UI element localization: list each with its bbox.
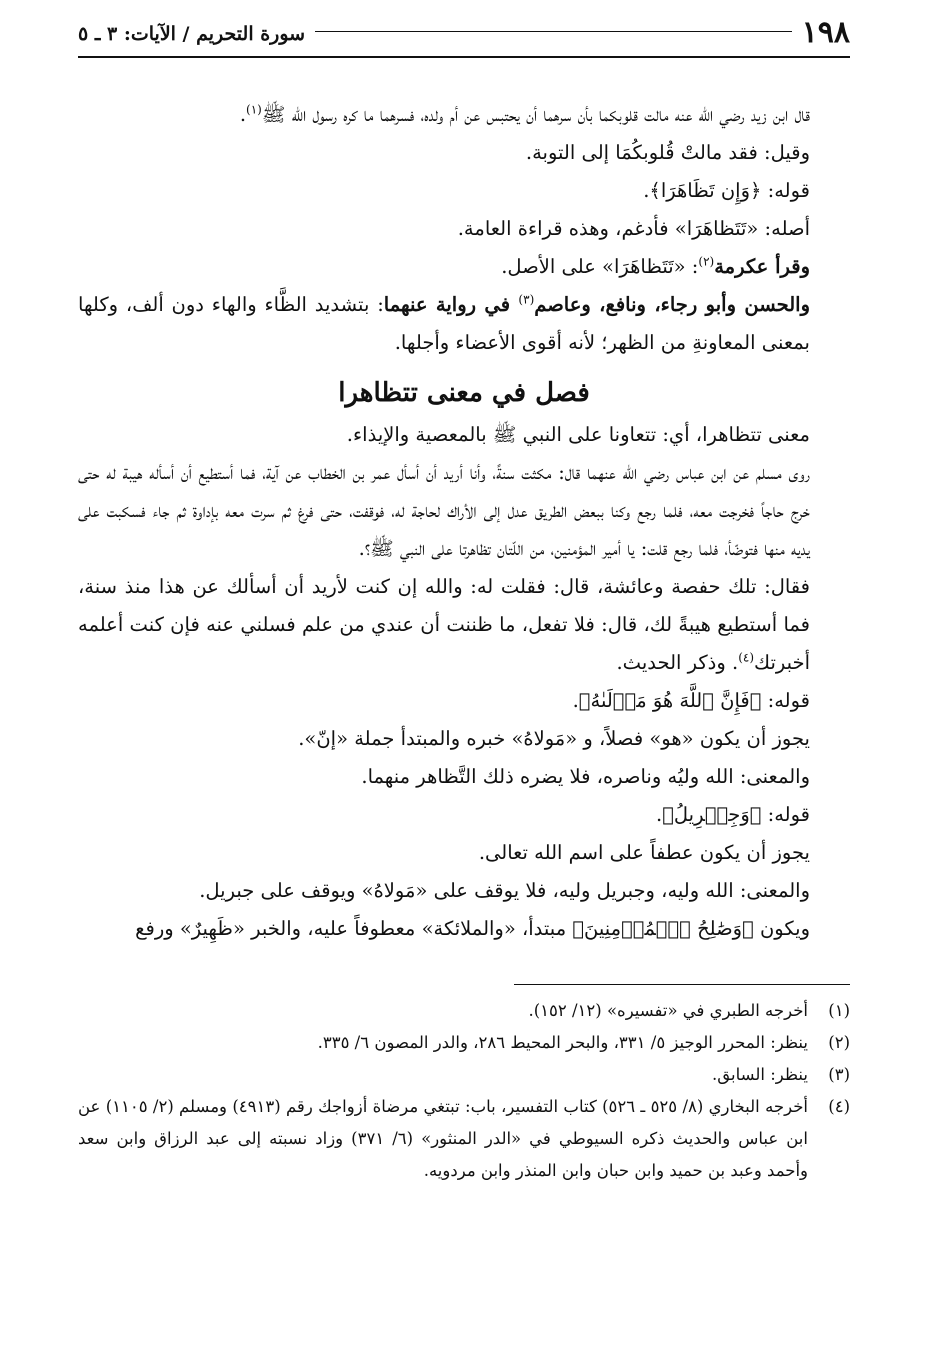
- paragraph: [78, 454, 850, 568]
- footnote: [78, 1027, 850, 1059]
- footnote-number: (٢): [828, 1033, 850, 1052]
- paragraph: [78, 872, 850, 910]
- paragraph: [78, 910, 850, 948]
- text-run: فقال: تلك حفصة وعائشة، قال: فقلت له: والله إن كنت لأريد أن أسألك عن هذا منذ سنة، فما أستطيع هيبةً لك، قال: فلا تفعل، ما ظننت أن عندي من علم فسلني عنه فإن كنت أعلمه أخبرتك: [78, 575, 810, 674]
- page-number: ١٩٨: [801, 15, 850, 50]
- bold-text: والحسن وأبو رجاء، ونافع، وعاصم: [534, 293, 810, 316]
- text-run: والمعنى: الله وليُه وناصره، فلا يضره ذلك التَّظاهر منهما.: [361, 765, 810, 788]
- paragraph: [78, 796, 850, 834]
- paragraph: [78, 720, 850, 758]
- footnote: [78, 1059, 850, 1091]
- footnote-text: أخرجه البخاري (٨/ ٥٢٥ ـ ٥٢٦) كتاب التفسير، باب: تبتغي مرضاة أزواجك رقم (٤٩١٣) ومسلم (٢/ ١١٠٥) عن ابن عباس والحديث ذكره السيوطي في «الدر المنثور» (٦/ ٣٧١) وزاد نسبته إلى عبد الرزاق وابن سعد وأحمد وعبد بن حميد وابن حبان وابن المنذر وابن مردويه.: [78, 1097, 808, 1180]
- text-run: : بتشديد الظَّاء والهاء دون ألف، وكلها بمعنى المعاونةِ من الظهر؛ لأنه أقوى الأعضاء وأجلها.: [78, 293, 810, 354]
- footnote-text: ينظر: المحرر الوجيز ٥/ ٣٣١، والبحر المحيط ٢٨٦، والدر المصون ٦/ ٣٣٥.: [317, 1033, 808, 1052]
- text-run: والمعنى: الله وليه، وجبريل وليه، فلا يوقف على «مَولاهُ» ويوقف على جبريل.: [199, 879, 810, 902]
- page-header: [78, 16, 850, 58]
- footnote: [78, 995, 850, 1027]
- paragraph: [78, 834, 850, 872]
- text-run: : «تَتَظاهَرَا» على الأصل.: [501, 255, 699, 278]
- text-run: ويكون ﴿وَصَٰلِحُ ٱلۡمُؤۡمِنِينَ﴾ مبتدأ، «والملائكة» معطوفاً عليه، والخبر «ظَهِيرٌ» ورفع: [135, 917, 810, 940]
- text-run: . وذكر الحديث.: [616, 651, 739, 674]
- footnote-ref: (٢): [698, 254, 715, 269]
- main-text: [78, 96, 850, 948]
- footnote-ref: (٤): [738, 650, 755, 665]
- header-rule: [315, 31, 792, 32]
- text-run: قوله: ﴿فَإِنَّ ٱللَّهَ هُوَ مَوۡلَىٰهُ﴾.: [572, 689, 810, 712]
- paragraph: [78, 682, 850, 720]
- section-title: [78, 370, 850, 416]
- footnotes: [78, 995, 850, 1187]
- text-run: يجوز أن يكون «هو» فصلاً، و «مَولاهُ» خبره والمبتدأ جملة «إنّ».: [298, 727, 810, 750]
- footnote-number: (١): [828, 1001, 850, 1020]
- paragraph: [78, 210, 850, 248]
- book-page: [78, 16, 850, 1336]
- text-run: قوله: ﴿وَجِبۡرِيلُ﴾.: [656, 803, 810, 826]
- text-run: قوله: ﴿وَإِن تَظَاهَرَا﴾.: [643, 179, 810, 202]
- bold-text: وقرأ عكرمة: [714, 255, 810, 278]
- text-run: وقيل: فقد مالتْ قُلوبكُمَا إلى التوبة.: [525, 141, 810, 164]
- text-run: معنى تتظاهرا، أي: تتعاونا على النبي ﷺ بالمعصية والإيذاء.: [346, 423, 810, 446]
- footnote-number: (٣): [828, 1065, 850, 1084]
- paragraph: [78, 416, 850, 454]
- text-run: قال ابن زيد رضي الله عنه مالت قلوبكما بأن سرهما أن يحتبس عن أم ولده، فسرهما ما كره رسول الله ﷺ: [261, 103, 810, 126]
- footnote-separator: [514, 984, 850, 985]
- footnote-number: (٤): [828, 1097, 850, 1116]
- text-run: أصله: «تَتَظاهَرَا» فأدغم، وهذه قراءة العامة.: [457, 217, 810, 240]
- text-run: .: [239, 103, 247, 126]
- paragraph: [78, 286, 850, 362]
- paragraph: [78, 758, 850, 796]
- footnote-ref: (٣): [518, 292, 535, 307]
- footnote: [78, 1091, 850, 1187]
- text-run: روى مسلم عن ابن عباس رضي الله عنهما قال: مكثت سنةً، وأنا أريد أن أسأل عمر بن الخطاب عن آية، فما أستطيع أن أسأله هيبة له حتى خرج حاجاً فخرجت معه، فلما رجع وكنا ببعض الطريق عدل إلى الأراك لحاجة له، فوقفت، حتى فرغ ثم سرت معه بإداوة ثم جاء فسكبت على يديه منها فتوضّأ، فلما رجع قلت: يا أمير المؤمنين، من اللّتان تظاهرتا على النبي ﷺ؟.: [78, 461, 810, 560]
- paragraph: [78, 568, 850, 682]
- text-run: يجوز أن يكون عطفاً على اسم الله تعالى.: [478, 841, 810, 864]
- paragraph: [78, 96, 850, 134]
- running-head: سورة التحريم / الآيات: ٣ ـ ٥: [78, 23, 306, 45]
- paragraph: [78, 248, 850, 286]
- footnote-text: ينظر: السابق.: [712, 1065, 808, 1084]
- paragraph: [78, 134, 850, 172]
- footnote-ref: (١): [246, 102, 262, 117]
- bold-text: في رواية عنهما: [383, 293, 519, 316]
- text-run: فصل في معنى تتظاهرا: [338, 378, 590, 408]
- footnote-text: أخرجه الطبري في «تفسيره» (١٢/ ١٥٢).: [528, 1001, 808, 1020]
- paragraph: [78, 172, 850, 210]
